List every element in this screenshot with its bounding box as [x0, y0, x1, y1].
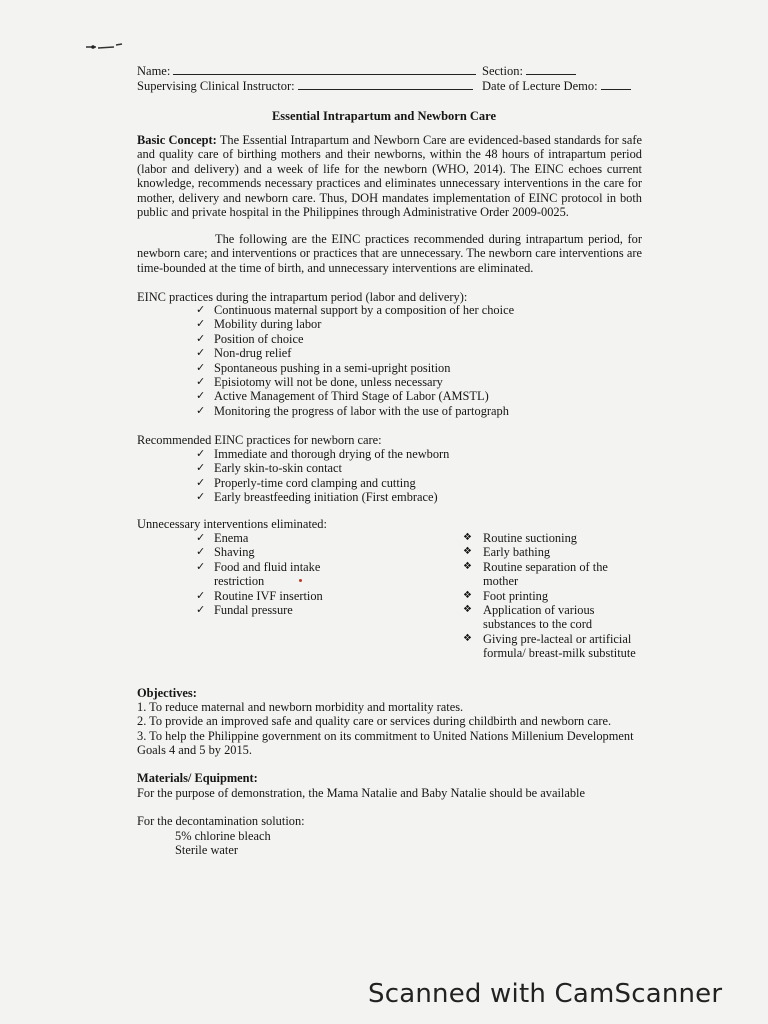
diamond-bullet-icon: ❖ [463, 546, 472, 558]
newborn-item [194, 447, 494, 461]
name-field [137, 63, 476, 79]
unnecessary-item-text: Routine separation of the mother [483, 559, 608, 589]
intrapartum-item-text: Monitoring the progress of labor with the use of partograph [214, 403, 509, 418]
newborn-list [194, 447, 494, 505]
basic-concept-paragraph [137, 133, 642, 219]
decon-heading: For the decontamination solution: [137, 814, 305, 828]
intrapartum-item [194, 361, 554, 375]
unnecessary-item [463, 560, 643, 589]
instructor-blank [298, 78, 473, 90]
section-field [482, 63, 576, 79]
unnecessary-item [463, 545, 643, 559]
section-label: Section: [482, 64, 523, 78]
intrapartum-item-text: Episiotomy will not be done, unless necessary [214, 375, 443, 390]
camscanner-watermark: Scanned with CamScanner [368, 979, 723, 1009]
unnecessary-right-list [463, 531, 643, 661]
diamond-bullet-icon: ❖ [463, 589, 472, 601]
checkmark-icon: ✓ [196, 461, 206, 475]
unnecessary-item [463, 531, 643, 545]
checkmark-icon: ✓ [196, 559, 206, 573]
intrapartum-item [194, 303, 554, 317]
objective-item: 3. To help the Philippine government on its commitment to United Nations Millenium Development Goals 4 and 5 by 2015. [137, 728, 634, 758]
unnecessary-item-text: Foot printing [483, 588, 549, 603]
diamond-bullet-icon: ❖ [463, 632, 472, 644]
checkmark-icon: ✓ [196, 490, 206, 504]
name-blank [173, 63, 476, 75]
objectives-list [137, 700, 637, 758]
objective-item: 2. To provide an improved safe and quality care or services during childbirth and newborn care. [137, 714, 612, 729]
intrapartum-heading: EINC practices during the intrapartum period (labor and delivery): [137, 290, 468, 304]
intrapartum-item-text: Position of choice [214, 331, 304, 346]
materials-text: For the purpose of demonstration, the Mama Natalie and Baby Natalie should be available [137, 786, 585, 800]
followup-paragraph: The following are the EINC practices recommended during intrapartum period, for newborn care; and interventions or practices that are unnecessary. The newborn care interventions are time-bounded at the time of birth, and unnecessary interventions are eliminated. [137, 232, 642, 275]
unnecessary-item [194, 560, 344, 589]
intrapartum-item [194, 346, 554, 360]
checkmark-icon: ✓ [196, 331, 206, 345]
unnecessary-item-text: Enema [214, 531, 249, 545]
unnecessary-item [463, 632, 643, 661]
newborn-item-text: Early skin-to-skin contact [214, 461, 343, 476]
name-label: Name: [137, 64, 171, 78]
intrapartum-item-text: Active Management of Third Stage of Labor (AMSTL) [214, 389, 489, 404]
decon-item: Sterile water [175, 843, 238, 857]
newborn-item [194, 490, 494, 504]
checkmark-icon: ✓ [196, 588, 206, 602]
newborn-item-text: Immediate and thorough drying of the newborn [214, 447, 450, 461]
date-field [482, 78, 631, 94]
instructor-field [137, 78, 473, 94]
unnecessary-item-text: Food and fluid intake restriction [214, 559, 321, 589]
unnecessary-heading: Unnecessary interventions eliminated: [137, 517, 327, 531]
unnecessary-item-text: Early bathing [483, 545, 551, 560]
objectives-heading: Objectives: [137, 686, 197, 700]
checkmark-icon: ✓ [196, 375, 206, 389]
checkmark-icon: ✓ [196, 303, 206, 316]
checkmark-icon: ✓ [196, 346, 206, 360]
document-title: Essential Intrapartum and Newborn Care [271, 109, 497, 123]
intrapartum-item [194, 332, 554, 346]
unnecessary-item-text: Application of various substances to the cord [483, 603, 595, 632]
unnecessary-item-text: Giving pre-lacteal or artificial formula/ breast-milk substitute [483, 631, 636, 661]
unnecessary-item [463, 603, 643, 632]
newborn-item [194, 461, 494, 475]
checkmark-icon: ✓ [196, 403, 206, 417]
diamond-bullet-icon: ❖ [463, 532, 472, 543]
diamond-bullet-icon: ❖ [463, 604, 472, 616]
intrapartum-item [194, 317, 554, 331]
newborn-heading: Recommended EINC practices for newborn care: [137, 433, 382, 447]
checkmark-icon: ✓ [196, 317, 206, 331]
objective-item: 1. To reduce maternal and newborn morbidity and mortality rates. [137, 700, 464, 714]
diamond-bullet-icon: ❖ [463, 560, 472, 572]
newborn-item-text: Early breastfeeding initiation (First embrace) [214, 490, 438, 505]
unnecessary-item-text: Shaving [214, 545, 255, 560]
checkmark-icon: ✓ [196, 603, 206, 617]
checkmark-icon: ✓ [196, 545, 206, 559]
intrapartum-item [194, 404, 554, 418]
basic-concept-text: The Essential Intrapartum and Newborn Care are evidenced-based standards for safe and quality care of birthing mothers and their newborns, within the 48 hours of intrapartum period (labor and delivery) and a week of life for the newborn (WHO, 2014). The EINC echoes current knowledge, recommends necessary practices and eliminates unnecessary interventions in the care for mother, delivery and newborn care. Thus, DOH mandates implementation of EINC protocol in both public and private hospital in the Philippines through Administrative Order 2009-0025. [137, 133, 643, 220]
intrapartum-item-text: Mobility during labor [214, 317, 322, 332]
unnecessary-item [194, 531, 344, 545]
section-blank [526, 63, 576, 75]
staple-mark-icon [84, 40, 134, 54]
intrapartum-item-text: Non-drug relief [214, 346, 292, 361]
decon-item: 5% chlorine bleach [175, 829, 271, 843]
unnecessary-item [463, 589, 643, 603]
intrapartum-item [194, 389, 554, 403]
intrapartum-item-text: Spontaneous pushing in a semi-upright position [214, 360, 451, 375]
date-label: Date of Lecture Demo: [482, 79, 598, 93]
checkmark-icon: ✓ [196, 389, 206, 403]
unnecessary-item-text: Fundal pressure [214, 603, 293, 618]
unnecessary-item [194, 603, 344, 617]
red-ink-dot [299, 579, 302, 582]
unnecessary-item [194, 589, 344, 603]
newborn-item [194, 476, 494, 490]
unnecessary-item [194, 545, 344, 559]
checkmark-icon: ✓ [196, 447, 206, 460]
unnecessary-item-text: Routine suctioning [483, 531, 577, 545]
intrapartum-item-text: Continuous maternal support by a composition of her choice [214, 303, 515, 317]
checkmark-icon: ✓ [196, 360, 206, 374]
instructor-label: Supervising Clinical Instructor: [137, 79, 295, 93]
intrapartum-list [194, 303, 554, 418]
intrapartum-item [194, 375, 554, 389]
materials-heading: Materials/ Equipment: [137, 771, 258, 785]
unnecessary-item-text: Routine IVF insertion [214, 588, 323, 603]
checkmark-icon: ✓ [196, 531, 206, 544]
unnecessary-left-list [194, 531, 344, 617]
newborn-item-text: Properly-time cord clamping and cutting [214, 475, 416, 490]
basic-concept-label: Basic Concept: [137, 133, 217, 147]
date-blank [601, 78, 631, 90]
checkmark-icon: ✓ [196, 475, 206, 489]
